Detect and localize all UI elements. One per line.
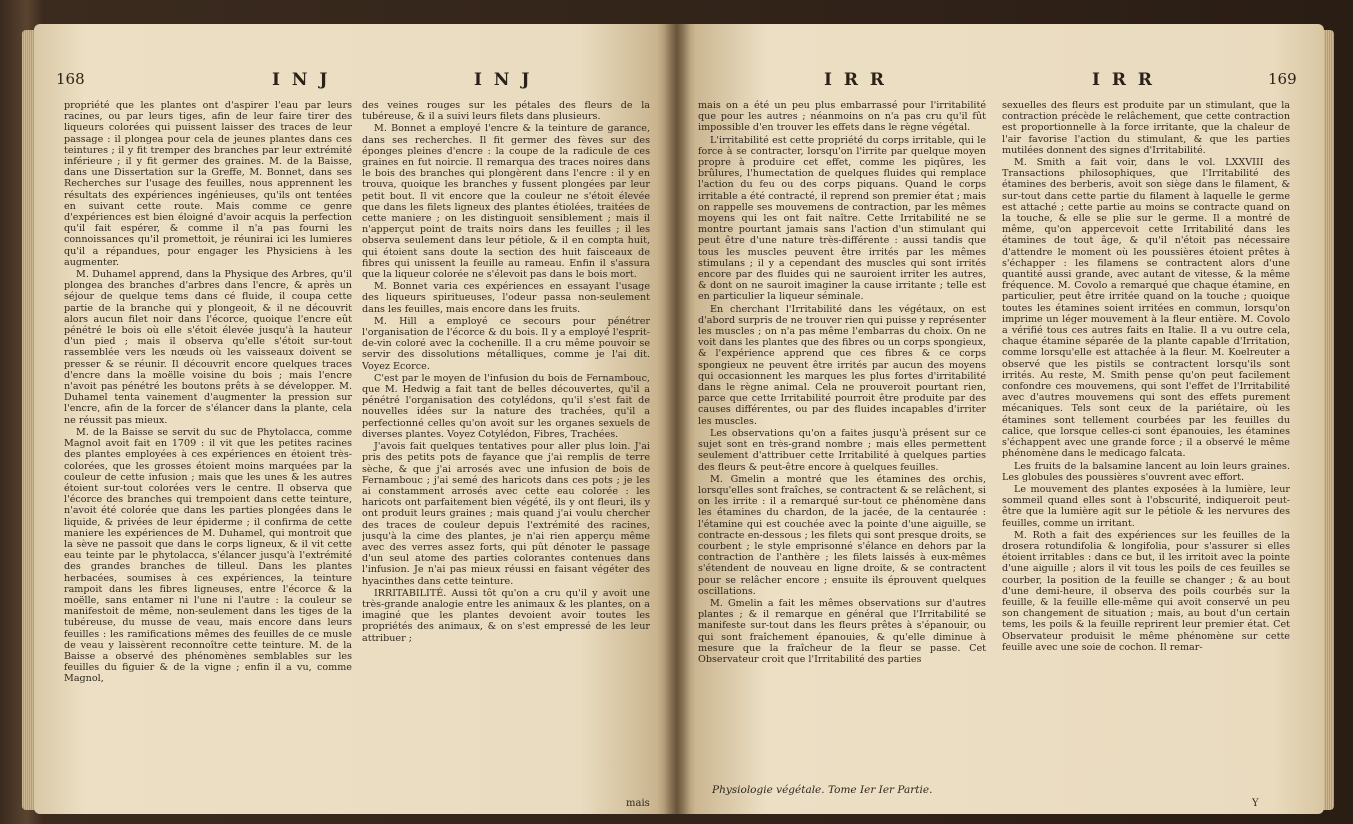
paragraph: M. de la Baisse se servit du suc de Phytolacca, comme Magnol avoit fait en 1709 : il vit que les petites racines des plantes employées à ces expériences en étoient très-colorées, que les grosses étoient moins marquées par la couleur de cette infusion ; mais que les unes & les autres étoient sur-tout colorées vers le centre. Il observa que l'écorce des branches qui trempoient dans cette teinture, n'avoit été colorée que dans les parties plongées dans le liquide, & privées de leur épiderme ; il confirma de cette maniere les expériences de M. Duhamel, qui montroit que la sève ne passoit que dans le corps ligneux, & il vit cette eau teinte par le phytolacca, s'élancer jusqu'à l'extrémité des grandes branches de tilleul. Dans les plantes herbacées, soumises à ces expériences, la teinture rampoit dans les fibres ligneuses, entre l'écorce & la moëlle, sans entamer ni l'une ni l'autre : la couleur se manifestoit de même, non-seulement dans les tiges de la tubéreuse, du musse de veau, mais encore dans leurs feuilles : les ramifications mêmes des feuilles de ce musle de veau y laissèrent reconnoître cette teinture. M. de la Baisse a observé des phénomènes semblables sur les feuilles du figuier & de la vigne ; enfin il a vu, comme Magnol,	[64, 426, 352, 685]
paragraph: L'irritabilité est cette propriété du corps irritable, qui le force à se contracter, lorsqu'on l'irrite par quelque moyen propre à produire cet effet, comme les piqûres, les brûlures, l'humectation de quelques fluides qui remplace l'action du feu ou des corps piquans. Quand le corps irritable a été contracté, il reprend son premier état ; mais on rappelle ses mouvemens de contraction, par les mêmes moyens qui les ont fait naître. Cette Irritabilité ne se montre pourtant jamais sans l'action d'un stimulant qui peut être d'une nature très-différente : aussi tandis que tous les muscles peuvent être irrités par les mêmes stimulans ; il y a cependant des muscles qui sont irrités encore par des fluides qui ne sauroient irriter les autres, & dont on ne sauroit imaginer la cause irritante ; telle est en particulier la liqueur séminale.	[698, 134, 986, 303]
paragraph: En cherchant l'Irritabilité dans les végétaux, on est d'abord surpris de ne trouver rien qui puisse y représenter les muscles ; on n'a pas même l'embarras du choix. On ne voit dans les plantes que des fibres ou un corps spongieux, & l'expérience apprend que ces fibres & ce corps spongieux ne peuvent être irrités par aucun des moyens qui occasionnent les marques les plus fortes d'irritabilité dans le règne animal. Cela ne prouveroit pourtant rien, parce que cette Irritabilité pourroit être produite par des causes différentes, ou par des fluides incapables d'irriter les muscles.	[698, 303, 986, 427]
paragraph: propriété que les plantes ont d'aspirer l'eau par leurs racines, ou par leurs tiges, afin de leur faire tirer des liqueurs colorées qui puissent laisser des traces de leur passage : il plongea pour cela de jeunes plantes dans ces teintures ; il y fit tremper des branches par leur extrémité inférieure ; il y fit germer des graines. M. de la Baisse, dans une Dissertation sur la Greffe, M. Bonnet, dans ses Recherches sur l'usage des feuilles, nous apprennent les résultats des expériences ingénieuses, qu'ils ont tentées en suivant cette route. Mais comme ce genre d'expériences est bien éloigné d'avoir acquis la perfection qu'il fait espérer, & comme il n'a pas fourni les connoissances qu'il promettoit, je réunirai ici les lumieres qu'il a répandues, pour engager les Physiciens à les augmenter.	[64, 100, 352, 268]
right-running-head-col2: I R R	[1092, 70, 1156, 90]
paragraph: des veines rouges sur les pétales des fleurs de la tubéreuse, & il a suivi leurs filets dans plusieurs.	[362, 100, 650, 123]
paragraph: mais on a été un peu plus embarrassé pour l'irritabilité que pour les autres ; néanmoins on n'a pas cru qu'il fût impossible d'en trouver les effets dans le règne végétal.	[698, 100, 986, 134]
paragraph: M. Duhamel apprend, dans la Physique des Arbres, qu'il plongea des branches d'arbres dans l'encre, & après un séjour de quelque tems dans cé fluide, il coupa cette partie de la branche qui y plongeoit, & il ne découvrit alors aucun filet noir dans l'écorce, quoique l'encre eût pénétré le bois où elle s'étoit élevée jusqu'à la hauteur d'un pied ; mais il observa qu'elle s'étoit sur-tout rassemblée vers les nœuds où les vaisseaux doivent se presser & se réunir. Il découvrit encore quelques traces d'encre dans la moëlle voisine du bois ; mais l'encre n'avoit pas pénétré les boutons prêts à se développer. M. Duhamel tenta vainement d'augmenter la pression sur l'encre, afin de la forcer de s'élancer dans la plante, cela ne réussit pas mieux.	[64, 269, 352, 426]
left-running-head-col2: I N J	[474, 70, 533, 90]
paragraph: Les fruits de la balsamine lancent au loin leurs graines. Les globules des poussières s'ouvrent avec effort.	[1002, 460, 1290, 483]
signature-mark: Y	[1252, 798, 1259, 809]
right-page	[676, 24, 1324, 814]
paragraph: M. Gmelin a fait les mêmes observations sur d'autres plantes ; & il remarque en général que l'Irritabilité se manifeste sur-tout dans les fleurs prêtes à s'épanouir, ou qui sont fraîchement épanouies, & qu'elle diminue à mesure que la fraîcheur de la fleur se passe. Cet Observateur croit que l'Irritabilité des parties	[698, 597, 986, 665]
book-gutter	[664, 24, 690, 814]
right-page-column-1	[698, 100, 986, 770]
paragraph: M. Bonnet a employé l'encre & la teinture de garance, dans ses recherches. Il fit germer des fèves sur des éponges pleines d'encre : la coupe de la radicule de ces graines en fut noircie. Il remarqua des traces noires dans le bois des branches qui plongèrent dans l'encre : il y en trouva, quoique les branches y fussent plongées par leur petit bout. Il vit encore que la couleur ne s'étoit élevée que dans les filets ligneux des plantes étiolées, traitées de cette maniere ; on les distinguoit sensiblement ; mais il n'apperçut point de traits noirs dans les feuilles ; il les observa seulement dans leur pétiole, & il en compta huit, qui étoient sans doute la section des huit faisceaux de fibres qui unissent la feuille au rameau. Enfin il s'assura que la liqueur colorée ne s'élevoit pas dans le bois mort.	[362, 123, 650, 281]
right-running-head-col1: I R R	[824, 70, 888, 90]
paragraph: M. Bonnet varia ces expériences en essayant l'usage des liqueurs spiritueuses, l'odeur passa non-seulement dans les feuilles, mais encore dans les fruits.	[362, 281, 650, 315]
paragraph: Le mouvement des plantes exposées à la lumière, leur sommeil quand elles sont à l'obscurité, indiqueroit peut-être que la lumière agit sur le pétiole & les nervures des feuilles, comme un irritant.	[1002, 483, 1290, 529]
right-running-head	[676, 70, 1324, 96]
catchword: mais	[626, 798, 650, 809]
paragraph: J'avois fait quelques tentatives pour aller plus loin. J'ai pris des petits pots de fayance que j'ai remplis de terre sèche, & que j'ai arrosés avec une infusion de bois de Fernambouc ; j'ai semé des haricots dans ces pots ; je les ai constamment arrosés avec cette eau colorée : les haricots ont parfaitement bien végété, ils y ont fleuri, ils y ont produit leurs graines ; mais quand j'ai voulu chercher des traces de couleur depuis l'extrémité des racines, jusqu'à la cime des plantes, je n'ai rien apperçu même avec des verres assez forts, qui pût dénoter le passage d'un seul atome des parties colorantes contenues dans l'infusion. Je n'ai pas mieux réussi en faisant végéter des hyacinthes dans cette teinture.	[362, 441, 650, 587]
paragraph: M. Gmelin a montré que les étamines des orchis, lorsqu'elles sont fraîches, se contractent & se relâchent, si on les irrite : il a remarqué sur-tout ce phénomène dans les étamines du chardon, de la jacée, de la centaurée : l'étamine qui est couchée avec la pointe d'une aiguille, se contracte en-dessous ; les filets qui sont presque droits, se courbent ; le style emprisonné s'élance en dehors par la contraction de l'anthère ; les filets laissés à eux-mêmes s'étendent de nouveau en ligne droite, & se contractent pour se relâcher encore ; ensuite ils éprouvent quelques oscillations.	[698, 473, 986, 597]
left-page-column-1	[64, 100, 352, 770]
paragraph: M. Smith a fait voir, dans le vol. LXXVIII des Transactions philosophiques, que l'Irritabilité des étamines des berberis, avoit son siège dans le filament, & sur-tout dans cette partie du filament à laquelle le germe est attaché ; cette partie au moins se contracte quand on la touche, & elle se plie sur le germe. Il a montré de même, qu'on appercevoit cette Irritabilité dans les étamines de tout âge, & qu'il n'étoit pas nécessaire d'attendre le moment où les poussières étoient prêtes à s'échapper : les filamens se contractent alors d'une quantité aussi grande, avec autant de vitesse, & la même fréquence. M. Covolo a remarqué que chaque étamine, en particulier, peut être irritée quand on la touche ; quoique toutes les étamines soient irritées en commun, lorsqu'on imprime un léger mouvement à la fleur entière. M. Covolo a vérifié tous ces autres faits en Italie. Il a vu outre cela, chaque étamine séparée de la plante capable d'Irritation, comme lorsqu'elle est attachée à la fleur. M. Koelreuter a observé que les pistils se contractent lorsqu'ils sont irrités. Au reste, M. Smith pense qu'on peut facilement confondre ces mouvemens, qui sont l'effet de l'Irritabilité avec d'autres mouvemens qui sont des effets purement mécaniques. Tels sont ceux de la pariétaire, où les étamines sont tellement courbées par les feuilles du calice, que lorsque celles-ci sont épanouies, les étamines s'échappent avec une grande force ; il a observé le même phénomène dans le medicago falcata.	[1002, 157, 1290, 460]
paragraph: M. Hill a employé ce secours pour pénétrer l'organisation de l'écorce & du bois. Il y a employé l'esprit-de-vin coloré avec la cochenille. Il a cru même pouvoir se servir des dissolutions métalliques, comme je l'ai dit. Voyez Ecorce.	[362, 315, 650, 372]
left-running-head-col1: I N J	[272, 70, 331, 90]
left-running-head	[34, 70, 676, 96]
page-footer: Physiologie végétale. Tome Ier Ier Partie.	[712, 784, 933, 796]
left-page-number: 168	[56, 70, 85, 88]
left-page	[34, 24, 676, 814]
paragraph: C'est par le moyen de l'infusion du bois de Fernambouc, que M. Hedwig a fait tant de belles découvertes, qu'il a pénétré l'organisation des cotylédons, qu'il s'est fait de nouvelles idées sur la nature des trachées, qu'il a perfectionné celles qu'on avoit sur les organes sexuels de diverses plantes. Voyez Cotylédon, Fibres, Trachées.	[362, 372, 650, 440]
paragraph: sexuelles des fleurs est produite par un stimulant, que la contraction précède le relâchement, que cette contraction est proportionnelle à la force irritante, que la chaleur de l'air favorise l'action du stimulant, & que les parties mutilées donnent des signes d'Irritabilité.	[1002, 100, 1290, 156]
paragraph: Les observations qu'on a faites jusqu'à présent sur ce sujet sont en très-grand nombre ; mais elles permettent seulement d'attribuer cette Irritabilité à quelques parties des fleurs & peut-être encore à quelques feuilles.	[698, 427, 986, 473]
paragraph: M. Roth a fait des expériences sur les feuilles de la drosera rotundifolia & longifolia, pour s'assurer si elles étoient irritables : dans ce but, il les irritoit avec la pointe d'une aiguille ; alors il vit tous les poils de ces feuilles se courber, la position de la feuille se changer ; & au bout d'une demi-heure, il observa des poils courbés sur la feuille, & la feuille elle-même qui avoit conservé un peu son changement de situation ; mais, au bout d'un certain tems, les poils & la feuille reprirent leur premier état. Cet Observateur produisit le même phénomène sur cette feuille avec une soie de cochon. Il remar-	[1002, 529, 1290, 653]
right-page-number: 169	[1268, 70, 1297, 88]
right-page-column-2	[1002, 100, 1290, 770]
left-page-column-2	[362, 100, 650, 770]
paragraph: IRRITABILITÉ. Aussi tôt qu'on a cru qu'il y avoit une très-grande analogie entre les animaux & les plantes, on a imaginé que les plantes devoient avoir toutes les propriétés des animaux, & on s'est empressé de les leur attribuer ;	[362, 587, 650, 644]
